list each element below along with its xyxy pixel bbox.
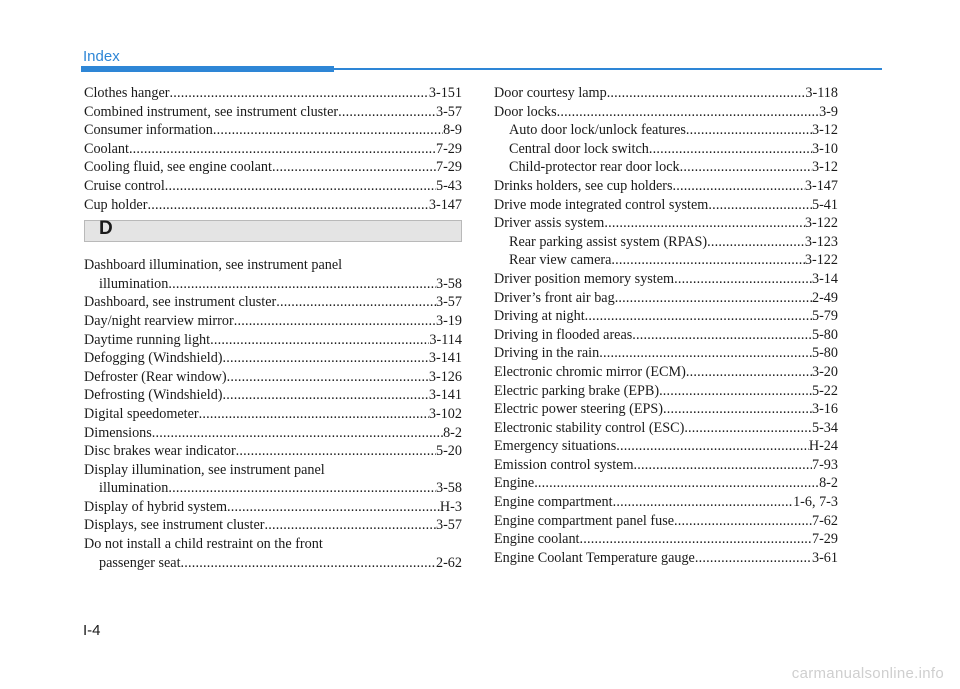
index-entry bbox=[494, 344, 838, 363]
index-entry bbox=[494, 196, 838, 215]
index-entry-first-line: Dashboard illumination, see instrument panel bbox=[84, 257, 343, 274]
entry-page: 7-29 bbox=[435, 140, 462, 157]
entry-label: Central door lock switch bbox=[509, 140, 649, 157]
entry-page: 8-2 bbox=[443, 424, 462, 441]
entry-page: H-24 bbox=[808, 438, 838, 455]
index-entry bbox=[84, 196, 462, 215]
index-subentry bbox=[494, 121, 838, 140]
entry-label: passenger seat bbox=[99, 554, 181, 571]
entry-page: 5-80 bbox=[811, 326, 838, 343]
entry-label: Drinks holders, see cup holders bbox=[494, 177, 673, 194]
index-entry bbox=[84, 140, 462, 159]
entry-page: 3-147 bbox=[428, 196, 462, 213]
index-entry bbox=[494, 307, 838, 326]
entry-label: Disc brakes wear indicator bbox=[84, 443, 236, 460]
d-entries-list bbox=[84, 293, 462, 460]
entry-page: 7-29 bbox=[435, 159, 462, 176]
entry-page: 1-6, 7-3 bbox=[793, 494, 838, 511]
index-entry-first-line: Do not install a child restraint on the front bbox=[84, 536, 323, 553]
entry-label: Dimensions bbox=[84, 424, 152, 441]
index-entry bbox=[494, 84, 838, 103]
entry-page: 5-43 bbox=[435, 177, 462, 194]
entry-page: 3-20 bbox=[811, 363, 838, 380]
index-column-right bbox=[494, 84, 838, 567]
entry-label: Emergency situations bbox=[494, 438, 617, 455]
entry-label: Cooling fluid, see engine coolant bbox=[84, 159, 272, 176]
index-entry bbox=[84, 177, 462, 196]
entry-page: 3-58 bbox=[435, 480, 462, 497]
entry-label: Electronic chromic mirror (ECM) bbox=[494, 363, 686, 380]
index-entry bbox=[494, 530, 838, 549]
entry-page: 5-22 bbox=[811, 382, 838, 399]
entry-page: 3-102 bbox=[428, 405, 462, 422]
index-entry bbox=[84, 158, 462, 177]
entry-page: 7-62 bbox=[811, 512, 838, 529]
index-entry bbox=[494, 214, 838, 233]
entry-page: 3-57 bbox=[435, 103, 462, 120]
index-subentry bbox=[494, 158, 838, 177]
entry-page: 8-2 bbox=[819, 475, 838, 492]
index-entry bbox=[494, 400, 838, 419]
entry-page: 5-80 bbox=[811, 345, 838, 362]
index-entry bbox=[494, 382, 838, 401]
entry-page: 3-141 bbox=[428, 350, 462, 367]
section-letter: D bbox=[99, 218, 113, 240]
entry-page: 3-57 bbox=[435, 294, 462, 311]
entry-label: Defogging (Windshield) bbox=[84, 350, 223, 367]
entry-page: 3-14 bbox=[811, 270, 838, 287]
index-column-left bbox=[84, 84, 462, 572]
entry-label: Engine bbox=[494, 475, 535, 492]
entry-label: Electronic stability control (ESC) bbox=[494, 419, 685, 436]
entry-label: Display of hybrid system bbox=[84, 498, 228, 515]
page-number: I-4 bbox=[83, 622, 101, 639]
entry-page: 3-123 bbox=[804, 233, 838, 250]
index-entry bbox=[494, 437, 838, 456]
c-entries-list bbox=[84, 84, 462, 214]
entry-page: 2-49 bbox=[811, 289, 838, 306]
index-entry-continuation bbox=[84, 479, 462, 498]
entry-label: Clothes hanger bbox=[84, 85, 170, 101]
index-entry bbox=[84, 312, 462, 331]
index-subentry bbox=[494, 140, 838, 159]
index-entry bbox=[84, 405, 462, 424]
entry-label: Combined instrument, see instrument cluster bbox=[84, 103, 339, 120]
entry-label: Engine compartment panel fuse bbox=[494, 512, 675, 529]
entry-page: 5-41 bbox=[811, 196, 838, 213]
entry-page: 3-141 bbox=[428, 387, 462, 404]
entry-page: 5-79 bbox=[811, 308, 838, 325]
entry-label: Daytime running light bbox=[84, 331, 211, 348]
entry-label: Engine Coolant Temperature gauge bbox=[494, 549, 695, 566]
index-entry bbox=[84, 424, 462, 443]
entry-page: 2-62 bbox=[435, 554, 462, 571]
index-entry bbox=[84, 442, 462, 461]
entry-page: 7-93 bbox=[811, 456, 838, 473]
index-subentry bbox=[494, 251, 838, 270]
index-entry bbox=[494, 289, 838, 308]
entry-label: Emission control system bbox=[494, 456, 634, 473]
index-entry bbox=[494, 177, 838, 196]
index-entry-continuation bbox=[84, 275, 462, 294]
entry-label: Cruise control bbox=[84, 177, 165, 194]
entry-page: 3-10 bbox=[811, 140, 838, 157]
entry-page: 3-122 bbox=[804, 215, 838, 232]
entry-page: 3-151 bbox=[428, 85, 462, 101]
index-entry bbox=[494, 512, 838, 531]
index-entry bbox=[494, 363, 838, 382]
entry-page: 3-16 bbox=[811, 401, 838, 418]
entry-label: Driver position memory system bbox=[494, 270, 675, 287]
entry-page: 3-122 bbox=[804, 252, 838, 269]
entry-label: Cup holder bbox=[84, 196, 148, 213]
entry-label: Electric parking brake (EPB) bbox=[494, 382, 660, 399]
entry-label: Defroster (Rear window) bbox=[84, 368, 227, 385]
index-entry bbox=[84, 84, 462, 103]
entry-label: Consumer information bbox=[84, 122, 213, 139]
entry-page: 8-9 bbox=[443, 122, 462, 139]
index-entry bbox=[494, 456, 838, 475]
entry-page: 3-57 bbox=[435, 517, 462, 534]
entry-page: 3-9 bbox=[819, 103, 838, 120]
index-entry bbox=[84, 516, 462, 535]
d-entries-list-b bbox=[84, 498, 462, 535]
entry-page: 3-12 bbox=[811, 159, 838, 176]
entry-label: Engine coolant bbox=[494, 531, 580, 548]
entry-page: 3-19 bbox=[435, 312, 462, 329]
entry-label: Displays, see instrument cluster bbox=[84, 517, 265, 534]
index-entry bbox=[84, 331, 462, 350]
entry-label: Driving at night bbox=[494, 308, 585, 325]
entry-label: Driving in the rain bbox=[494, 345, 600, 362]
entry-page: 3-61 bbox=[811, 549, 838, 566]
entry-page: 5-34 bbox=[811, 419, 838, 436]
entry-label: Driving in flooded areas bbox=[494, 326, 633, 343]
entry-label: Driver assis system bbox=[494, 215, 605, 232]
index-entry bbox=[84, 121, 462, 140]
index-entry bbox=[84, 386, 462, 405]
section-header-d bbox=[84, 220, 462, 242]
page-header-title: Index bbox=[83, 48, 120, 65]
index-entry bbox=[494, 493, 838, 512]
index-entry bbox=[494, 270, 838, 289]
entry-label: Rear parking assist system (RPAS) bbox=[509, 233, 708, 250]
entry-label: illumination bbox=[99, 275, 169, 292]
entry-label: Drive mode integrated control system bbox=[494, 196, 709, 213]
index-entry bbox=[84, 349, 462, 368]
entry-label: Day/night rearview mirror bbox=[84, 312, 234, 329]
index-entry bbox=[494, 474, 838, 493]
entry-label: Electric power steering (EPS) bbox=[494, 401, 664, 418]
entry-page: H-3 bbox=[439, 498, 462, 515]
entry-page: 7-29 bbox=[811, 531, 838, 548]
entry-label: Driver’s front air bag bbox=[494, 289, 615, 306]
entry-page: 3-58 bbox=[435, 275, 462, 292]
entry-label: Rear view camera bbox=[509, 252, 612, 269]
entry-label: Coolant bbox=[84, 140, 129, 157]
entry-page: 5-20 bbox=[435, 443, 462, 460]
index-entry-first-line: Display illumination, see instrument panel bbox=[84, 461, 325, 478]
index-entry-continuation bbox=[84, 554, 462, 573]
index-entry bbox=[494, 419, 838, 438]
index-entry bbox=[494, 326, 838, 345]
index-entry bbox=[84, 293, 462, 312]
entry-label: Door locks bbox=[494, 103, 557, 120]
watermark: carmanualsonline.info bbox=[791, 665, 944, 682]
entry-label: Child-protector rear door lock bbox=[509, 159, 680, 176]
index-entry bbox=[84, 498, 462, 517]
entry-label: Defrosting (Windshield) bbox=[84, 387, 223, 404]
index-entry bbox=[494, 103, 838, 122]
entry-label: Digital speedometer bbox=[84, 405, 199, 422]
entry-label: Auto door lock/unlock features bbox=[509, 122, 686, 139]
entry-label: Door courtesy lamp bbox=[494, 85, 607, 101]
entry-label: illumination bbox=[99, 480, 169, 497]
entry-label: Dashboard, see instrument cluster bbox=[84, 294, 277, 311]
right-entries-list bbox=[494, 84, 838, 567]
entry-page: 3-12 bbox=[811, 122, 838, 139]
entry-page: 3-118 bbox=[805, 85, 838, 101]
index-entry bbox=[84, 103, 462, 122]
index-entry bbox=[84, 368, 462, 387]
entry-page: 3-114 bbox=[429, 331, 462, 348]
header-accent-line bbox=[334, 68, 882, 70]
entry-page: 3-126 bbox=[428, 368, 462, 385]
index-entry bbox=[494, 549, 838, 568]
entry-label: Engine compartment bbox=[494, 494, 613, 511]
index-subentry bbox=[494, 233, 838, 252]
header-accent-bar bbox=[81, 66, 334, 72]
entry-page: 3-147 bbox=[804, 177, 838, 194]
